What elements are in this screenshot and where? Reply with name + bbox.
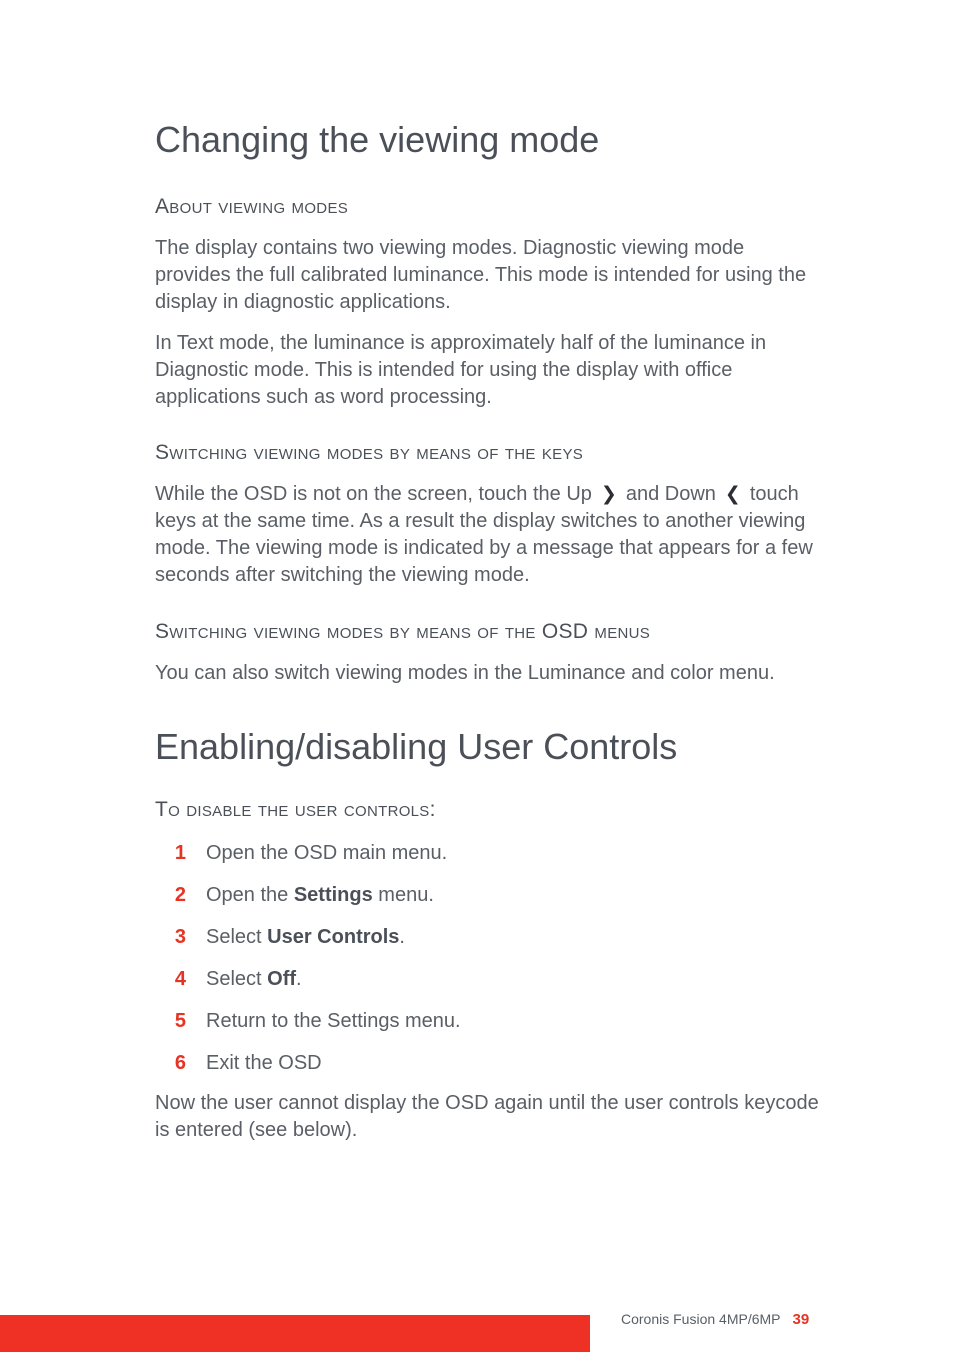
section-title-user-controls: Enabling/disabling User Controls [155, 726, 678, 768]
list-item [155, 1050, 825, 1092]
step-number: 3 [174, 926, 186, 949]
step-text [206, 840, 447, 867]
step-text [206, 1008, 461, 1035]
list-item [155, 840, 825, 882]
list-item [155, 1008, 825, 1050]
list-item [155, 966, 825, 1008]
subheading-switching-by-keys: Switching viewing modes by means of the keys [155, 441, 584, 465]
footer-product-name: Coronis Fusion 4MP/6MP [621, 1311, 781, 1327]
step-number: 1 [174, 842, 186, 865]
step-number: 6 [174, 1052, 186, 1075]
list-item [155, 882, 825, 924]
page-number: 39 [792, 1311, 810, 1328]
step-number: 2 [174, 884, 186, 907]
paragraph-switching-by-osd: You can also switch viewing modes in the Luminance and color menu. [155, 662, 775, 685]
step-number: 5 [174, 1010, 186, 1033]
step-text [206, 1050, 322, 1077]
step-text-bold: User Controls [267, 926, 400, 949]
step-text [206, 882, 434, 909]
subheading-about-viewing-modes: About viewing modes [155, 195, 349, 219]
keys-text-after-down: touch keys at the same time. As a result the display switches to another viewing mode. The viewing mode is indicated by a message that appears for a few seconds after switching the viewing mode. [155, 483, 813, 587]
paragraph-viewing-modes-intro: The display contains two viewing modes. Diagnostic viewing mode provides the full calibrated luminance. This mode is intended for using the display in diagnostic applications. [155, 237, 807, 314]
step-text-post: . [399, 926, 405, 949]
footer-color-bar [0, 1315, 590, 1352]
step-text-bold: Settings [293, 884, 373, 907]
keys-text-between: and Down [625, 483, 716, 506]
step-text [206, 966, 302, 993]
step-text-post: menu. [372, 884, 434, 907]
paragraph-text-mode: In Text mode, the luminance is approximately half of the luminance in Diagnostic mode. This is intended for using the display with office applications such as word processing. [155, 332, 767, 409]
chevron-right-icon: ❯ [600, 484, 617, 506]
keys-text-before-up: While the OSD is not on the screen, touch the Up [155, 483, 592, 506]
step-text-bold: Off [267, 968, 297, 991]
step-text-pre: Open the OSD main menu. [206, 842, 448, 865]
step-text [206, 924, 405, 951]
step-text-pre: Return to the Settings menu. [206, 1010, 461, 1033]
paragraph-switching-by-keys [155, 481, 825, 589]
step-text-pre: Exit the OSD [206, 1052, 322, 1075]
step-text-post: . [296, 968, 302, 991]
footer [621, 1311, 809, 1328]
section-title-viewing-mode: Changing the viewing mode [155, 119, 600, 160]
list-item [155, 924, 825, 966]
subheading-disable-user-controls: To disable the user controls: [155, 798, 436, 822]
step-text-pre: Select [206, 926, 268, 949]
steps-list [155, 840, 825, 1092]
step-number: 4 [174, 968, 186, 991]
chevron-left-icon: ❮ [724, 484, 741, 506]
subheading-switching-by-osd: Switching viewing modes by means of the OSD menus [155, 620, 651, 644]
paragraph-after-steps: Now the user cannot display the OSD again until the user controls keycode is entered (see below). [155, 1092, 819, 1142]
page-content [155, 118, 825, 1144]
step-text-pre: Select [206, 968, 268, 991]
step-text-pre: Open the [206, 884, 294, 907]
